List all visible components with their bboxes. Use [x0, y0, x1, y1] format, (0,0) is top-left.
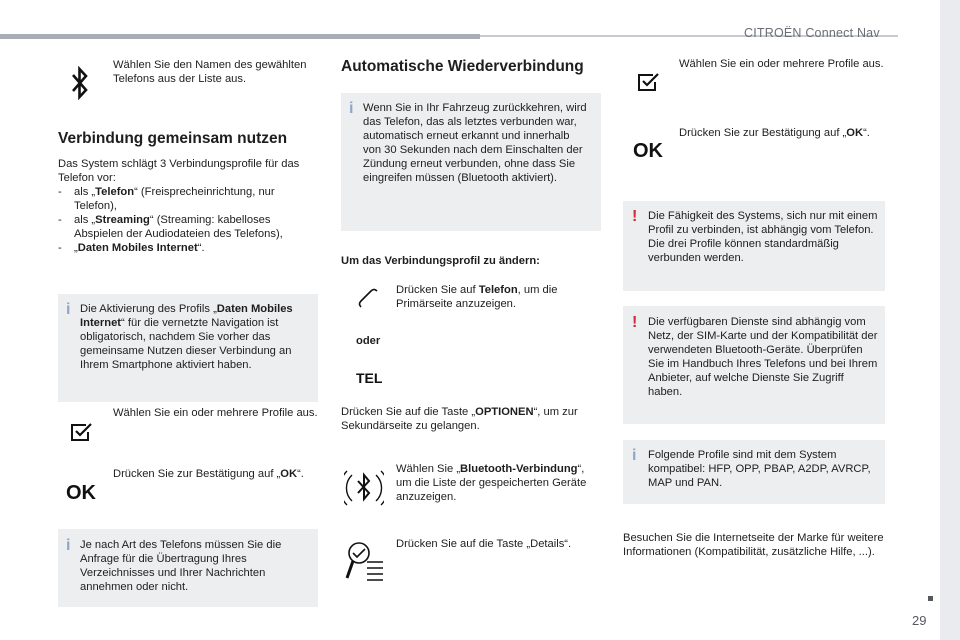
bt-connection-text: Wählen Sie „Bluetooth-Verbindung“, um die Liste der gespeicherten Geräte anzuzeigen.: [396, 463, 587, 503]
details-text: Drücken Sie auf die Taste „Details“.: [396, 538, 572, 550]
options-text: Drücken Sie auf die Taste „OPTIONEN“, um zur Sekundärseite zu gelangen.: [341, 406, 578, 432]
section-title-reconnect: Automatische Wiederverbindung: [341, 58, 584, 75]
confirm-text: Drücken Sie zur Bestätigung auf „OK“.: [679, 127, 870, 139]
info-box-compatible: [623, 440, 885, 504]
page-marker: [928, 596, 933, 601]
info-box-reconnect: [341, 93, 601, 231]
select-profiles-text: Wählen Sie ein oder mehrere Profile aus.: [113, 407, 318, 419]
oder-label: oder: [356, 335, 381, 347]
details-search-icon: [345, 538, 385, 582]
info-icon: i: [349, 100, 354, 117]
checkbox-icon: [70, 422, 94, 442]
info-text: Folgende Profile sind mit dem System kompatibel: HFP, OPP, PBAP, A2DP, AVRCP, MAP und PAN.: [648, 449, 871, 489]
header-rule: [0, 34, 480, 39]
phone-text: Drücken Sie auf Telefon, um die Primärseite anzuzeigen.: [396, 284, 558, 310]
info-text: Je nach Art des Telefons müssen Sie die Anfrage für die Übertragung Ihres Verzeichnisses und Ihrer Nachrichten annehmen oder nicht.: [80, 539, 282, 593]
info-box-mobile-data: [58, 294, 318, 402]
select-profiles-text: Wählen Sie ein oder mehrere Profile aus.: [679, 58, 884, 70]
bt-select-text: Wählen Sie den Namen des gewählten Telefons aus der Liste aus.: [113, 59, 307, 85]
list-item: - „Daten Mobiles Internet“.: [58, 242, 205, 254]
bluetooth-icon: [71, 66, 89, 100]
confirm-text: Drücken Sie zur Bestätigung auf „OK“.: [113, 468, 304, 480]
warning-box-profile: [623, 201, 885, 291]
list-item: - als „Streaming“ (Streaming: kabelloses Abspielen der Audiodateien des Telefons),: [58, 214, 283, 240]
side-strip: [940, 0, 960, 640]
info-icon: i: [66, 301, 71, 318]
checkbox-icon: [637, 72, 661, 92]
bluetooth-connection-icon: [344, 463, 384, 511]
section-title-share: Verbindung gemeinsam nutzen: [58, 130, 288, 147]
info-icon: i: [66, 537, 71, 554]
info-icon: i: [632, 447, 637, 464]
warning-box-services: [623, 306, 885, 424]
warning-icon: !: [632, 314, 638, 331]
ok-icon: OK: [633, 140, 663, 162]
footer-note: Besuchen Sie die Internetseite der Marke für weitere Informationen (Kompatibilität, zusätzliche Hilfe, ...).: [623, 532, 884, 558]
warning-text: Die verfügbaren Dienste sind abhängig vom Netz, der SIM-Karte und der Kompatibilität der verwendeten Bluetooth-Geräte. Überprüfen Sie im Handbuch Ihres Telefons und bei Ihrem Anbieter, auf welche Dienste Sie Zugriff haben.: [648, 316, 878, 398]
profile-list: [58, 185, 320, 255]
info-box-phone-type: [58, 529, 318, 607]
warning-icon: !: [632, 208, 638, 225]
page-number: 29: [912, 613, 927, 628]
phone-icon: [356, 286, 382, 312]
change-profile-heading: Um das Verbindungsprofil zu ändern:: [341, 255, 540, 267]
profiles-intro: Das System schlägt 3 Verbindungsprofile für das Telefon vor:: [58, 158, 300, 184]
info-text: Die Aktivierung des Profils „Daten Mobiles Internet“ für die vernetzte Navigation ist obligatorisch, nachdem Sie vorher das gemeinsame Nutzen dieser Verbindung an Ihrem Smartphone aktiviert haben.: [80, 303, 293, 371]
warning-text: Die Fähigkeit des Systems, sich nur mit einem Profil zu verbinden, ist abhängig vom Telefon. Die drei Profile können standardmäßig verbunden werden.: [648, 210, 878, 264]
ok-icon: OK: [66, 482, 96, 504]
tel-button-icon: TEL: [356, 370, 383, 386]
list-item: - als „Telefon“ (Freisprecheinrichtung, nur Telefon),: [58, 186, 275, 212]
info-text: Wenn Sie in Ihr Fahrzeug zurückkehren, wird das Telefon, das als letztes verbunden war, automatisch erneut erkannt und innerhalb von 30 Sekunden nach dem Einschalten der Zündung erneut verbunden, ohne dass Sie eingreifen müssen (Bluetooth aktiviert).: [363, 102, 587, 184]
manual-title: CITROËN Connect Nav: [744, 26, 880, 40]
